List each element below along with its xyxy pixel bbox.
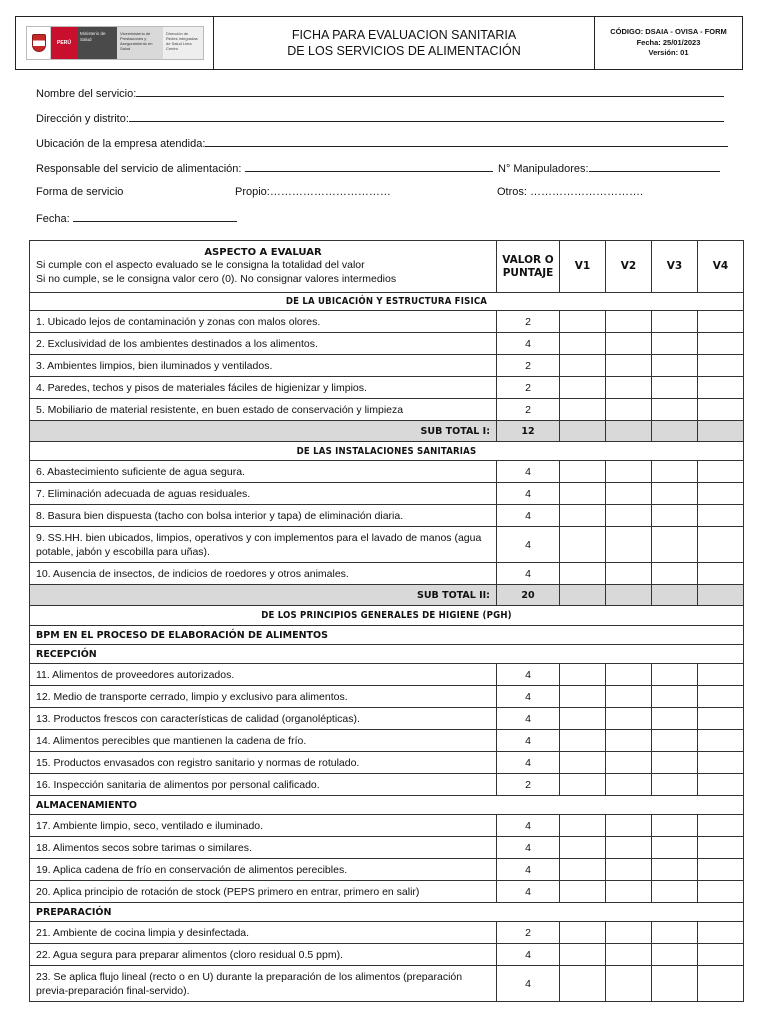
score-cell-v2[interactable] bbox=[606, 837, 652, 859]
aspect-instruction-1: Si cumple con el aspecto evaluado se le consigna la totalidad del valor bbox=[36, 259, 365, 271]
logo-dir: Dirección de Redes Integradas de Salud Lima Centro bbox=[163, 27, 203, 59]
score-cell-v3[interactable] bbox=[652, 483, 698, 505]
criterion-value: 2 bbox=[497, 922, 560, 944]
score-cell-v3[interactable] bbox=[652, 377, 698, 399]
address-line[interactable] bbox=[129, 111, 724, 122]
criterion-value: 4 bbox=[497, 859, 560, 881]
v1-header: V1 bbox=[560, 241, 606, 293]
criterion-value: 2 bbox=[497, 399, 560, 421]
score-cell-v1[interactable] bbox=[560, 664, 606, 686]
score-cell-v2[interactable] bbox=[606, 859, 652, 881]
score-cell-v2[interactable] bbox=[606, 922, 652, 944]
score-cell-v2[interactable] bbox=[606, 686, 652, 708]
score-cell-v4[interactable] bbox=[698, 563, 744, 585]
score-cell-v3[interactable] bbox=[652, 563, 698, 585]
document-date: Fecha: 25/01/2023 bbox=[636, 37, 701, 47]
criterion-value: 4 bbox=[497, 944, 560, 966]
criterion-text: 4. Paredes, techos y pisos de materiales fáciles de higienizar y limpios. bbox=[30, 377, 497, 399]
criterion-text: 3. Ambientes limpios, bien iluminados y ventilados. bbox=[30, 355, 497, 377]
score-cell-v1[interactable] bbox=[560, 730, 606, 752]
value-header: VALOR O PUNTAJE bbox=[497, 241, 560, 293]
criterion-text: 18. Alimentos secos sobre tarimas o similares. bbox=[30, 837, 497, 859]
score-cell-v3[interactable] bbox=[652, 311, 698, 333]
criterion-value: 4 bbox=[497, 664, 560, 686]
score-cell-v2[interactable] bbox=[606, 377, 652, 399]
score-cell-v4[interactable] bbox=[698, 664, 744, 686]
score-cell-v1[interactable] bbox=[560, 399, 606, 421]
v3-header: V3 bbox=[652, 241, 698, 293]
storage-header: ALMACENAMIENTO bbox=[30, 796, 744, 815]
score-cell-v3[interactable] bbox=[652, 837, 698, 859]
criterion-text: 16. Inspección sanitaria de alimentos por personal calificado. bbox=[30, 774, 497, 796]
service-name-line[interactable] bbox=[136, 86, 724, 97]
score-cell-v4[interactable] bbox=[698, 527, 744, 563]
score-cell-v3[interactable] bbox=[652, 859, 698, 881]
title-line-1: FICHA PARA EVALUACION SANITARIA bbox=[291, 28, 517, 42]
handlers-field[interactable] bbox=[498, 161, 720, 175]
criterion-text: 5. Mobiliario de material resistente, en buen estado de conservación y limpieza bbox=[30, 399, 497, 421]
score-cell-v4[interactable] bbox=[698, 837, 744, 859]
table-row bbox=[30, 815, 744, 837]
table-row bbox=[30, 859, 744, 881]
score-cell-v3[interactable] bbox=[652, 966, 698, 1002]
section-header-1: DE LA UBICACIÓN Y ESTRUCTURA FISICA bbox=[30, 293, 744, 311]
score-cell-v3[interactable] bbox=[652, 881, 698, 903]
score-cell-v1[interactable] bbox=[560, 505, 606, 527]
criterion-value: 4 bbox=[497, 708, 560, 730]
criterion-text: 13. Productos frescos con características de calidad (organolépticas). bbox=[30, 708, 497, 730]
criterion-text: 23. Se aplica flujo lineal (recto o en U) durante la preparación de los alimentos (preparación previa-preparación final-servido). bbox=[30, 966, 497, 1002]
service-form-label: Forma de servicio bbox=[36, 186, 124, 198]
table-row bbox=[30, 527, 744, 563]
criterion-value: 4 bbox=[497, 815, 560, 837]
score-cell-v1[interactable] bbox=[560, 881, 606, 903]
score-cell-v3[interactable] bbox=[652, 774, 698, 796]
score-cell-v1[interactable] bbox=[560, 333, 606, 355]
aspect-title: ASPECTO A EVALUAR bbox=[204, 247, 322, 258]
criterion-text: 11. Alimentos de proveedores autorizados. bbox=[30, 664, 497, 686]
score-cell-v1[interactable] bbox=[560, 966, 606, 1002]
date-field[interactable] bbox=[36, 211, 237, 225]
score-cell-v4[interactable] bbox=[698, 752, 744, 774]
criterion-value: 2 bbox=[497, 774, 560, 796]
criterion-text: 10. Ausencia de insectos, de indicios de roedores y otros animales. bbox=[30, 563, 497, 585]
document-version: Versión: 01 bbox=[648, 48, 689, 58]
criterion-value: 4 bbox=[497, 881, 560, 903]
score-cell-v1[interactable] bbox=[560, 377, 606, 399]
score-cell-v1[interactable] bbox=[560, 563, 606, 585]
score-cell-v3[interactable] bbox=[652, 333, 698, 355]
table-row bbox=[30, 377, 744, 399]
table-row bbox=[30, 881, 744, 903]
bpm-header: BPM EN EL PROCESO DE ELABORACIÓN DE ALIMENTOS bbox=[30, 626, 744, 645]
handlers-line[interactable] bbox=[589, 161, 720, 172]
score-cell-v4[interactable] bbox=[698, 355, 744, 377]
criterion-value: 2 bbox=[497, 311, 560, 333]
score-cell-v4[interactable] bbox=[698, 859, 744, 881]
score-cell-v2[interactable] bbox=[606, 399, 652, 421]
location-line[interactable] bbox=[205, 136, 728, 147]
score-cell-v2[interactable] bbox=[606, 966, 652, 1002]
score-cell-v3[interactable] bbox=[652, 708, 698, 730]
v4-header: V4 bbox=[698, 241, 744, 293]
criterion-text: 22. Agua segura para preparar alimentos (cloro residual 0.5 ppm). bbox=[30, 944, 497, 966]
score-cell-v4[interactable] bbox=[698, 708, 744, 730]
score-cell-v1[interactable] bbox=[560, 708, 606, 730]
criterion-text: 2. Exclusividad de los ambientes destinados a los alimentos. bbox=[30, 333, 497, 355]
criterion-text: 9. SS.HH. bien ubicados, limpios, operativos y con implementos para el lavado de manos (agua potable, jabón y escobilla para uñas). bbox=[30, 527, 497, 563]
score-cell-v2[interactable] bbox=[606, 881, 652, 903]
score-cell-v2[interactable] bbox=[606, 752, 652, 774]
table-row bbox=[30, 966, 744, 1002]
score-cell-v3[interactable] bbox=[652, 399, 698, 421]
score-cell-v4[interactable] bbox=[698, 333, 744, 355]
criterion-text: 19. Aplica cadena de frío en conservación de alimentos perecibles. bbox=[30, 859, 497, 881]
score-cell-v1[interactable] bbox=[560, 837, 606, 859]
preparation-header: PREPARACIÓN bbox=[30, 903, 744, 922]
score-cell-v3[interactable] bbox=[652, 944, 698, 966]
table-row bbox=[30, 563, 744, 585]
table-row bbox=[30, 505, 744, 527]
address-field[interactable] bbox=[36, 111, 724, 125]
score-cell-v1[interactable] bbox=[560, 527, 606, 563]
score-cell-v4[interactable] bbox=[698, 881, 744, 903]
criterion-text: 12. Medio de transporte cerrado, limpio y exclusivo para alimentos. bbox=[30, 686, 497, 708]
table-row bbox=[30, 355, 744, 377]
score-cell-v2[interactable] bbox=[606, 505, 652, 527]
score-cell-v4[interactable] bbox=[698, 730, 744, 752]
logo-peru: PERÚ bbox=[51, 27, 77, 59]
criterion-text: 8. Basura bien dispuesta (tacho con bolsa interior y tapa) de eliminación diaria. bbox=[30, 505, 497, 527]
service-name-field[interactable] bbox=[36, 86, 724, 100]
criterion-value: 4 bbox=[497, 483, 560, 505]
criterion-text: 14. Alimentos perecibles que mantienen la cadena de frío. bbox=[30, 730, 497, 752]
document-code: CÓDIGO: DSAIA - OVISA - FORM bbox=[610, 27, 727, 37]
section-header-3: DE LOS PRINCIPIOS GENERALES DE HIGIENE (PGH) bbox=[30, 606, 744, 626]
score-cell-v4[interactable] bbox=[698, 483, 744, 505]
criterion-text: 7. Eliminación adecuada de aguas residuales. bbox=[30, 483, 497, 505]
score-cell-v1[interactable] bbox=[560, 944, 606, 966]
table-row bbox=[30, 399, 744, 421]
score-cell-v1[interactable] bbox=[560, 461, 606, 483]
subtotal-2-row bbox=[30, 585, 744, 606]
table-row bbox=[30, 730, 744, 752]
table-row bbox=[30, 708, 744, 730]
location-field[interactable] bbox=[36, 136, 728, 150]
logo-ministry: Ministerio de Salud bbox=[77, 27, 117, 59]
document-header bbox=[15, 16, 743, 70]
criterion-value: 2 bbox=[497, 355, 560, 377]
criterion-value: 4 bbox=[497, 686, 560, 708]
score-cell-v1[interactable] bbox=[560, 774, 606, 796]
criterion-text: 6. Abastecimiento suficiente de agua segura. bbox=[30, 461, 497, 483]
criterion-value: 2 bbox=[497, 377, 560, 399]
date-label: Fecha: bbox=[36, 213, 70, 225]
address-label: Dirección y distrito: bbox=[36, 113, 129, 125]
score-cell-v2[interactable] bbox=[606, 708, 652, 730]
score-cell-v1[interactable] bbox=[560, 922, 606, 944]
table-row bbox=[30, 664, 744, 686]
criterion-text: 15. Productos envasados con registro sanitario y normas de rotulado. bbox=[30, 752, 497, 774]
location-label: Ubicación de la empresa atendida: bbox=[36, 138, 206, 150]
score-cell-v2[interactable] bbox=[606, 483, 652, 505]
score-cell-v3[interactable] bbox=[652, 752, 698, 774]
criterion-value: 4 bbox=[497, 730, 560, 752]
v2-header: V2 bbox=[606, 241, 652, 293]
criterion-value: 4 bbox=[497, 505, 560, 527]
score-cell-v4[interactable] bbox=[698, 505, 744, 527]
own-field[interactable]: Propio:…………………………… bbox=[235, 186, 391, 198]
score-cell-v1[interactable] bbox=[560, 686, 606, 708]
aspect-instruction-2: Si no cumple, se le consigna valor cero (0). No consignar valores intermedios bbox=[36, 273, 397, 285]
criterion-value: 4 bbox=[497, 837, 560, 859]
criterion-text: 17. Ambiente limpio, seco, ventilado e iluminado. bbox=[30, 815, 497, 837]
responsible-label: Responsable del servicio de alimentación: bbox=[36, 163, 242, 175]
score-cell-v2[interactable] bbox=[606, 664, 652, 686]
score-cell-v2[interactable] bbox=[606, 333, 652, 355]
aspect-header bbox=[30, 241, 497, 293]
ministry-logo bbox=[26, 26, 204, 60]
subtotal-1-value: 12 bbox=[497, 421, 560, 442]
score-cell-v4[interactable] bbox=[698, 686, 744, 708]
criterion-value: 4 bbox=[497, 563, 560, 585]
score-cell-v4[interactable] bbox=[698, 399, 744, 421]
score-cell-v2[interactable] bbox=[606, 527, 652, 563]
score-cell-v2[interactable] bbox=[606, 563, 652, 585]
document-code-box bbox=[595, 17, 742, 69]
handlers-label: N° Manipuladores: bbox=[498, 163, 589, 175]
reception-header: RECEPCIÓN bbox=[30, 645, 744, 664]
document-title bbox=[214, 17, 595, 69]
criterion-text: 1. Ubicado lejos de contaminación y zonas con malos olores. bbox=[30, 311, 497, 333]
score-cell-v3[interactable] bbox=[652, 922, 698, 944]
subtotal-1-label: SUB TOTAL I: bbox=[30, 421, 497, 442]
score-cell-v2[interactable] bbox=[606, 774, 652, 796]
score-cell-v3[interactable] bbox=[652, 815, 698, 837]
table-row bbox=[30, 774, 744, 796]
table-row bbox=[30, 837, 744, 859]
score-cell-v1[interactable] bbox=[560, 752, 606, 774]
table-header-row bbox=[30, 241, 744, 293]
criterion-text: 21. Ambiente de cocina limpia y desinfectada. bbox=[30, 922, 497, 944]
title-line-2: DE LOS SERVICIOS DE ALIMENTACIÓN bbox=[287, 44, 521, 58]
others-field[interactable]: Otros: …………………………. bbox=[497, 186, 644, 198]
table-row bbox=[30, 333, 744, 355]
shield-icon bbox=[27, 27, 51, 59]
criterion-text: 20. Aplica principio de rotación de stock (PEPS primero en entrar, primero en salir) bbox=[30, 881, 497, 903]
score-cell-v3[interactable] bbox=[652, 527, 698, 563]
table-row bbox=[30, 461, 744, 483]
score-cell-v4[interactable] bbox=[698, 944, 744, 966]
responsible-line[interactable] bbox=[245, 161, 493, 172]
score-cell-v4[interactable] bbox=[698, 815, 744, 837]
criterion-value: 4 bbox=[497, 752, 560, 774]
score-cell-v3[interactable] bbox=[652, 505, 698, 527]
section-header-2: DE LAS INSTALACIONES SANITARIAS bbox=[30, 442, 744, 461]
score-cell-v2[interactable] bbox=[606, 311, 652, 333]
responsible-field[interactable] bbox=[36, 161, 493, 175]
table-row bbox=[30, 686, 744, 708]
criterion-value: 4 bbox=[497, 527, 560, 563]
table-row bbox=[30, 483, 744, 505]
criterion-value: 4 bbox=[497, 966, 560, 1002]
score-cell-v3[interactable] bbox=[652, 686, 698, 708]
score-cell-v3[interactable] bbox=[652, 730, 698, 752]
service-name-label: Nombre del servicio: bbox=[36, 88, 137, 100]
score-cell-v4[interactable] bbox=[698, 311, 744, 333]
criterion-value: 4 bbox=[497, 461, 560, 483]
score-cell-v4[interactable] bbox=[698, 966, 744, 1002]
score-cell-v4[interactable] bbox=[698, 461, 744, 483]
subtotal-2-label: SUB TOTAL II: bbox=[30, 585, 497, 606]
score-cell-v1[interactable] bbox=[560, 483, 606, 505]
table-row bbox=[30, 752, 744, 774]
score-cell-v2[interactable] bbox=[606, 730, 652, 752]
score-cell-v3[interactable] bbox=[652, 355, 698, 377]
subtotal-2-value: 20 bbox=[497, 585, 560, 606]
score-cell-v1[interactable] bbox=[560, 355, 606, 377]
score-cell-v1[interactable] bbox=[560, 311, 606, 333]
score-cell-v3[interactable] bbox=[652, 461, 698, 483]
table-row bbox=[30, 311, 744, 333]
table-row bbox=[30, 944, 744, 966]
score-cell-v2[interactable] bbox=[606, 355, 652, 377]
score-cell-v4[interactable] bbox=[698, 774, 744, 796]
criterion-value: 4 bbox=[497, 333, 560, 355]
score-cell-v1[interactable] bbox=[560, 815, 606, 837]
score-cell-v2[interactable] bbox=[606, 944, 652, 966]
score-cell-v3[interactable] bbox=[652, 664, 698, 686]
logo-vice: Viceministerio de Prestaciones y Aseguramiento en Salud bbox=[117, 27, 163, 59]
logo-area bbox=[16, 17, 214, 69]
date-line[interactable] bbox=[73, 211, 237, 222]
table-row bbox=[30, 922, 744, 944]
score-cell-v4[interactable] bbox=[698, 922, 744, 944]
score-cell-v1[interactable] bbox=[560, 859, 606, 881]
subtotal-1-row bbox=[30, 421, 744, 442]
score-cell-v4[interactable] bbox=[698, 377, 744, 399]
evaluation-table bbox=[29, 240, 744, 1002]
score-cell-v2[interactable] bbox=[606, 461, 652, 483]
score-cell-v2[interactable] bbox=[606, 815, 652, 837]
